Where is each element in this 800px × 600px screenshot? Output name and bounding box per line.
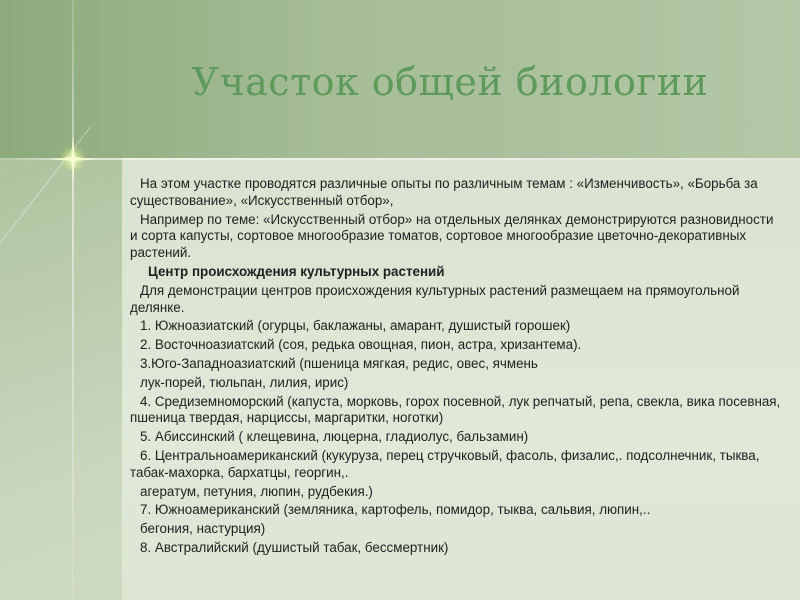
slide-body	[130, 176, 782, 557]
horizontal-accent-line	[0, 158, 800, 160]
list-item: 2. Восточноазиатский (соя, редька овощная, пион, астра, хризантема).	[140, 337, 582, 353]
list-item: 3.Юго-Западноазиатский (пшеница мягкая, редис, овес, ячмень	[140, 355, 538, 371]
list-item: агератум, петуния, люпин, рудбекия.)	[140, 483, 373, 499]
paragraph-topics: На этом участке проводятся различные опыты по различным темам : «Изменчивость», «Борьба за существование», «Искусственный отбор»,	[130, 176, 758, 208]
paragraph-intro: Для демонстрации центров происхождения культурных растений размещаем на прямоугольной делянке.	[130, 282, 740, 315]
paragraph-example: Например по теме: «Искусственный отбор» на отдельных делянках демонстрируются разновидности и сорта капусты, сортовое многообразие томатов, сортовое многообразие цветочно-декоративных растений.	[130, 211, 774, 261]
slide-title: Участок общей биологии	[191, 60, 709, 104]
list-item: 8. Австралийский (душистый табак, бессмертник)	[140, 539, 449, 555]
list-item: 4. Средиземноморский (капуста, морковь, горох посевной, лук репчатый, репа, свекла, вика посевная, пшеница твердая, нарциссы, маргаритки, ноготки)	[130, 393, 781, 426]
list-item: 1. Южноазиатский (огурцы, баклажаны, амарант, душистый горошек)	[140, 318, 571, 334]
vertical-accent-line	[72, 0, 74, 600]
section-heading: Центр происхождения культурных растений	[148, 263, 445, 279]
list-item: 6. Центральноамериканский (кукуруза, перец стручковый, фасоль, физалис,. подсолнечник, тыква, табак-махорка, бархатцы, георгин,.	[130, 447, 760, 480]
sparkle-icon	[48, 134, 98, 184]
list-item: лук-порей, тюльпан, лилия, ирис)	[140, 374, 349, 390]
list-item: 7. Южноамериканский (земляника, картофель, помидор, тыква, сальвия, люпин,..	[140, 502, 651, 518]
list-item: 5. Абиссинский ( клещевина, люцерна, гладиолус, бальзамин)	[140, 429, 529, 445]
list-item: бегония, настурция)	[140, 521, 266, 537]
